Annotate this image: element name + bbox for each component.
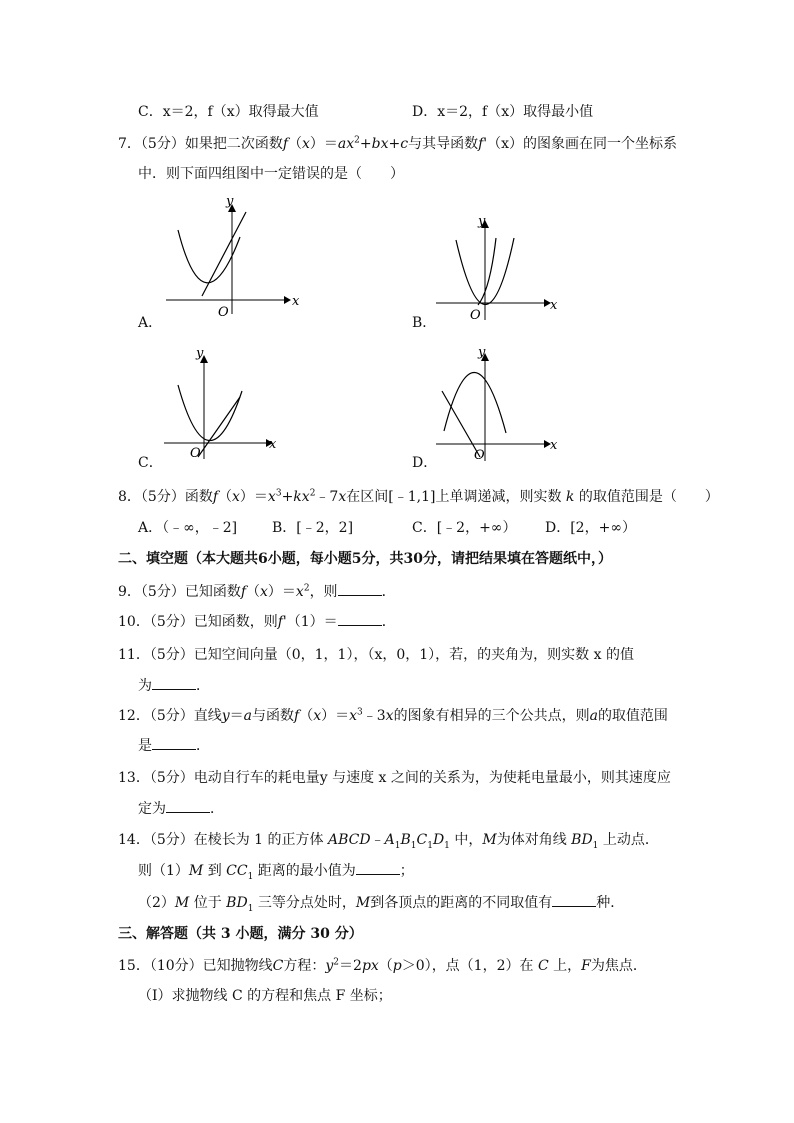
q12-line2: 是 ． bbox=[138, 738, 210, 754]
q12-line1: 12．（5分）直线y＝a与函数$f(x)=x^3﹣3x$的图象有相异的三个公共点，则a的取值范围 bbox=[118, 707, 668, 724]
graph-d-label: D． bbox=[412, 455, 438, 471]
graph-c bbox=[160, 343, 290, 463]
graph-d bbox=[432, 343, 572, 463]
answer-blank[interactable] bbox=[338, 583, 382, 596]
graph-b-svg bbox=[430, 210, 570, 325]
graph-b-origin: O bbox=[470, 308, 481, 323]
graph-d-origin: O bbox=[474, 448, 485, 463]
answer-blank[interactable] bbox=[152, 677, 196, 690]
graph-a-origin: O bbox=[218, 305, 229, 320]
q15-line1: 15．（10分）已知抛物线C方程：$y^2=2px(p>0)$，点（1，2）在 C 上，F为焦点． bbox=[118, 957, 647, 974]
q14-line3: （2）M 位于 $BD_1$ 三等分点处时，M到各顶点的距离的不同取值有 种． bbox=[138, 895, 625, 914]
graph-c-label: C． bbox=[138, 455, 163, 471]
q6-option-d: D．x＝2，f（x）取得最小值 bbox=[412, 104, 594, 120]
graph-c-x-label: x bbox=[269, 437, 277, 452]
q13-line1: 13．（5分）电动自行车的耗电量y 与速度 x 之间的关系为，为使耗电量最小，则其速度应 bbox=[118, 770, 671, 786]
q8-option-d: D．[2，+∞） bbox=[545, 520, 636, 536]
q9: 9．（5分）已知函数$f(x)=x^2$，则 ． bbox=[118, 583, 396, 600]
q8-option-a: A．（﹣∞，﹣2] bbox=[138, 520, 238, 536]
q7-stem-line2: 中．则下面四组图中一定错误的是（ ） bbox=[138, 166, 404, 182]
q6-option-c: C．x＝2，f（x）取得最大值 bbox=[138, 104, 319, 120]
answer-blank[interactable] bbox=[166, 800, 210, 813]
section-3-heading: 三、解答题（共 3 小题，满分 30 分） bbox=[118, 926, 363, 942]
q14-line1: 14．（5分）在棱长为 1 的正方体 $ABCD﹣A_1B_1C_1D_1$ 中，M为体对角线 $BD_1$ 上动点． bbox=[118, 832, 659, 851]
q13-line2: 定为 ． bbox=[138, 801, 224, 817]
answer-blank[interactable] bbox=[552, 894, 596, 907]
graph-b bbox=[430, 210, 570, 325]
graph-b-label: B． bbox=[412, 315, 437, 331]
graph-b-x-label: x bbox=[550, 298, 558, 313]
graph-c-y-label: y bbox=[196, 346, 204, 361]
q8-option-c: C．[﹣2，+∞） bbox=[412, 520, 517, 536]
graph-a-y-label: y bbox=[226, 194, 234, 209]
answer-blank[interactable] bbox=[338, 613, 382, 626]
graph-c-svg bbox=[160, 343, 290, 463]
graph-a-label: A． bbox=[138, 315, 163, 331]
graph-d-svg bbox=[432, 343, 572, 463]
q10: 10．（5分）已知函数，则f'（1）＝ ． bbox=[118, 614, 396, 630]
answer-blank[interactable] bbox=[152, 737, 196, 750]
graph-d-x-label: x bbox=[550, 438, 558, 453]
q8-option-b: B．[﹣2，2] bbox=[272, 520, 354, 536]
q15-line2: （Ⅰ）求抛物线 C 的方程和焦点 F 坐标； bbox=[138, 988, 392, 1004]
graph-a-svg bbox=[160, 192, 310, 322]
q7-stem-line1: 7．（5分）如果把二次函数$f(x)=ax^2+bx+c$与其导函数f'（x）的图象画在同一个坐标系 bbox=[118, 135, 678, 152]
graph-b-y-label: y bbox=[478, 214, 486, 229]
q8-stem: 8．（5分）函数$f(x)=x^3+kx^2﹣7x$在区间[﹣1,1]上单调递减，则实数 k 的取值范围是（ ） bbox=[118, 488, 719, 505]
answer-blank[interactable] bbox=[356, 862, 400, 875]
q14-line2: 则（1）M 到 $CC_1$ 距离的最小值为 ； bbox=[138, 863, 414, 882]
section-2-heading: 二、填空题（本大题共6小题，每小题5分，共30分，请把结果填在答题纸中，） bbox=[118, 551, 612, 567]
graph-a bbox=[160, 192, 310, 322]
graph-d-y-label: y bbox=[478, 345, 486, 360]
q11-line1: 11．（5分）已知空间向量（0，1，1），（x，0，1），若，的夹角为，则实数 x 的值 bbox=[118, 647, 634, 663]
graph-a-x-label: x bbox=[292, 294, 300, 309]
q11-line2: 为 ． bbox=[138, 678, 210, 694]
graph-c-origin: O bbox=[190, 446, 201, 461]
